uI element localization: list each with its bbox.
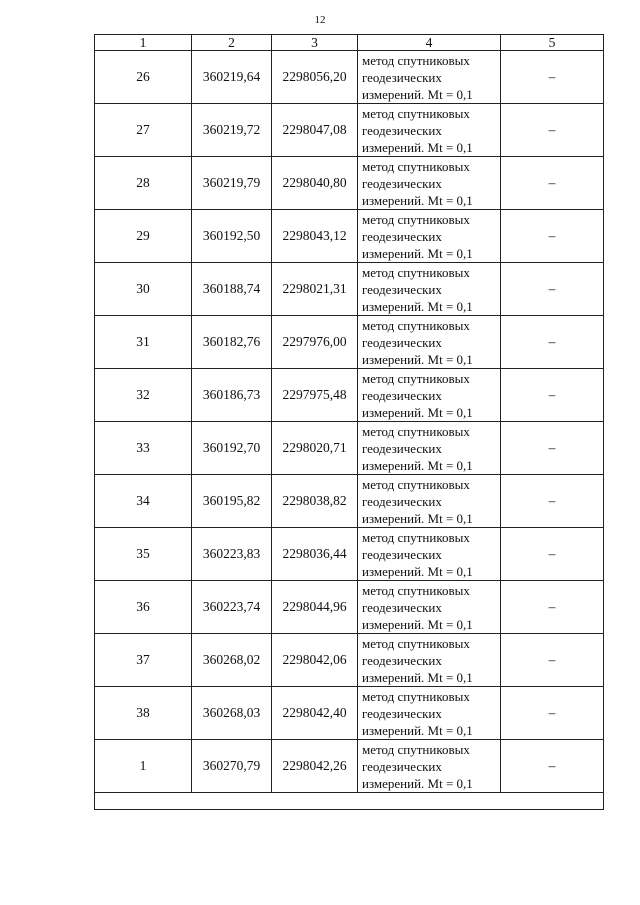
- header-col-3: 3: [272, 35, 358, 51]
- y-coordinate-cell: 2298036,44: [272, 528, 358, 581]
- table-row: [95, 687, 604, 740]
- table-row: [95, 210, 604, 263]
- x-coordinate-cell: 360268,02: [192, 634, 272, 687]
- x-coordinate-cell: 360219,64: [192, 51, 272, 104]
- table-row: [95, 263, 604, 316]
- description-cell: –: [501, 740, 604, 793]
- description-cell: –: [501, 263, 604, 316]
- method-line: измерений. Mt = 0,1: [362, 775, 473, 791]
- x-coordinate-cell: 360268,03: [192, 687, 272, 740]
- table-row: [95, 740, 604, 793]
- method-line: измерений. Mt = 0,1: [362, 245, 473, 261]
- point-number-cell: 28: [95, 157, 192, 210]
- point-number-cell: 36: [95, 581, 192, 634]
- method-line: измерений. Mt = 0,1: [362, 616, 473, 632]
- description-cell: –: [501, 634, 604, 687]
- method-line: геодезических: [362, 69, 442, 85]
- method-line: измерений. Mt = 0,1: [362, 669, 473, 685]
- method-cell: [358, 316, 501, 369]
- method-line: геодезических: [362, 705, 442, 721]
- point-number-cell: 34: [95, 475, 192, 528]
- method-cell: [358, 210, 501, 263]
- point-number-cell: 37: [95, 634, 192, 687]
- x-coordinate-cell: 360219,72: [192, 104, 272, 157]
- method-line: геодезических: [362, 652, 442, 668]
- point-number-cell: 27: [95, 104, 192, 157]
- method-line: метод спутниковых: [362, 264, 470, 280]
- description-cell: –: [501, 104, 604, 157]
- header-col-4: 4: [358, 35, 501, 51]
- point-number-cell: 33: [95, 422, 192, 475]
- x-coordinate-cell: 360192,70: [192, 422, 272, 475]
- empty-row: [95, 793, 604, 810]
- point-number-cell: 32: [95, 369, 192, 422]
- y-coordinate-cell: 2298038,82: [272, 475, 358, 528]
- method-line: измерений. Mt = 0,1: [362, 510, 473, 526]
- header-col-1: 1: [95, 35, 192, 51]
- description-cell: –: [501, 51, 604, 104]
- point-number-cell: 31: [95, 316, 192, 369]
- y-coordinate-cell: 2298044,96: [272, 581, 358, 634]
- method-line: метод спутниковых: [362, 635, 470, 651]
- y-coordinate-cell: 2298042,40: [272, 687, 358, 740]
- method-line: геодезических: [362, 281, 442, 297]
- method-line: метод спутниковых: [362, 423, 470, 439]
- method-line: геодезических: [362, 175, 442, 191]
- coordinates-table: [94, 34, 604, 810]
- method-line: геодезических: [362, 228, 442, 244]
- method-cell: [358, 263, 501, 316]
- method-cell: [358, 422, 501, 475]
- table-row: [95, 528, 604, 581]
- description-cell: –: [501, 316, 604, 369]
- empty-cell: [95, 793, 604, 810]
- method-line: метод спутниковых: [362, 52, 470, 68]
- x-coordinate-cell: 360195,82: [192, 475, 272, 528]
- method-line: метод спутниковых: [362, 370, 470, 386]
- point-number-cell: 35: [95, 528, 192, 581]
- description-cell: –: [501, 687, 604, 740]
- x-coordinate-cell: 360270,79: [192, 740, 272, 793]
- x-coordinate-cell: 360219,79: [192, 157, 272, 210]
- method-line: геодезических: [362, 122, 442, 138]
- table-row: [95, 104, 604, 157]
- header-col-5: 5: [501, 35, 604, 51]
- method-line: геодезических: [362, 387, 442, 403]
- method-cell: [358, 687, 501, 740]
- y-coordinate-cell: 2298043,12: [272, 210, 358, 263]
- method-line: метод спутниковых: [362, 158, 470, 174]
- description-cell: –: [501, 528, 604, 581]
- method-cell: [358, 51, 501, 104]
- method-line: измерений. Mt = 0,1: [362, 563, 473, 579]
- description-cell: –: [501, 422, 604, 475]
- x-coordinate-cell: 360182,76: [192, 316, 272, 369]
- y-coordinate-cell: 2297975,48: [272, 369, 358, 422]
- method-line: метод спутниковых: [362, 211, 470, 227]
- method-cell: [358, 369, 501, 422]
- table-header-row: [95, 35, 604, 51]
- header-col-2: 2: [192, 35, 272, 51]
- table-row: [95, 51, 604, 104]
- method-line: метод спутниковых: [362, 529, 470, 545]
- table-row: [95, 422, 604, 475]
- table-row: [95, 634, 604, 687]
- method-line: измерений. Mt = 0,1: [362, 404, 473, 420]
- method-line: геодезических: [362, 546, 442, 562]
- point-number-cell: 1: [95, 740, 192, 793]
- method-line: измерений. Mt = 0,1: [362, 86, 473, 102]
- description-cell: –: [501, 475, 604, 528]
- method-line: геодезических: [362, 758, 442, 774]
- method-line: метод спутниковых: [362, 582, 470, 598]
- method-line: метод спутниковых: [362, 317, 470, 333]
- x-coordinate-cell: 360186,73: [192, 369, 272, 422]
- method-cell: [358, 634, 501, 687]
- method-line: метод спутниковых: [362, 688, 470, 704]
- point-number-cell: 30: [95, 263, 192, 316]
- y-coordinate-cell: 2298056,20: [272, 51, 358, 104]
- method-cell: [358, 475, 501, 528]
- method-line: измерений. Mt = 0,1: [362, 192, 473, 208]
- point-number-cell: 38: [95, 687, 192, 740]
- method-line: геодезических: [362, 440, 442, 456]
- table-row: [95, 581, 604, 634]
- point-number-cell: 26: [95, 51, 192, 104]
- method-line: метод спутниковых: [362, 105, 470, 121]
- method-line: геодезических: [362, 334, 442, 350]
- method-cell: [358, 528, 501, 581]
- method-line: геодезических: [362, 493, 442, 509]
- x-coordinate-cell: 360223,74: [192, 581, 272, 634]
- table-row: [95, 157, 604, 210]
- method-line: метод спутниковых: [362, 741, 470, 757]
- y-coordinate-cell: 2298020,71: [272, 422, 358, 475]
- point-number-cell: 29: [95, 210, 192, 263]
- method-line: измерений. Mt = 0,1: [362, 457, 473, 473]
- table-row: [95, 475, 604, 528]
- method-line: метод спутниковых: [362, 476, 470, 492]
- description-cell: –: [501, 157, 604, 210]
- y-coordinate-cell: 2298040,80: [272, 157, 358, 210]
- table-row: [95, 369, 604, 422]
- method-cell: [358, 581, 501, 634]
- y-coordinate-cell: 2298042,26: [272, 740, 358, 793]
- method-cell: [358, 740, 501, 793]
- method-line: геодезических: [362, 599, 442, 615]
- table-body: [95, 51, 604, 810]
- description-cell: –: [501, 369, 604, 422]
- method-cell: [358, 104, 501, 157]
- x-coordinate-cell: 360192,50: [192, 210, 272, 263]
- method-line: измерений. Mt = 0,1: [362, 139, 473, 155]
- x-coordinate-cell: 360223,83: [192, 528, 272, 581]
- table-row: [95, 316, 604, 369]
- method-line: измерений. Mt = 0,1: [362, 722, 473, 738]
- description-cell: –: [501, 210, 604, 263]
- y-coordinate-cell: 2298042,06: [272, 634, 358, 687]
- method-line: измерений. Mt = 0,1: [362, 298, 473, 314]
- y-coordinate-cell: 2297976,00: [272, 316, 358, 369]
- method-cell: [358, 157, 501, 210]
- method-line: измерений. Mt = 0,1: [362, 351, 473, 367]
- page-number: 12: [314, 14, 326, 26]
- x-coordinate-cell: 360188,74: [192, 263, 272, 316]
- description-cell: –: [501, 581, 604, 634]
- y-coordinate-cell: 2298047,08: [272, 104, 358, 157]
- y-coordinate-cell: 2298021,31: [272, 263, 358, 316]
